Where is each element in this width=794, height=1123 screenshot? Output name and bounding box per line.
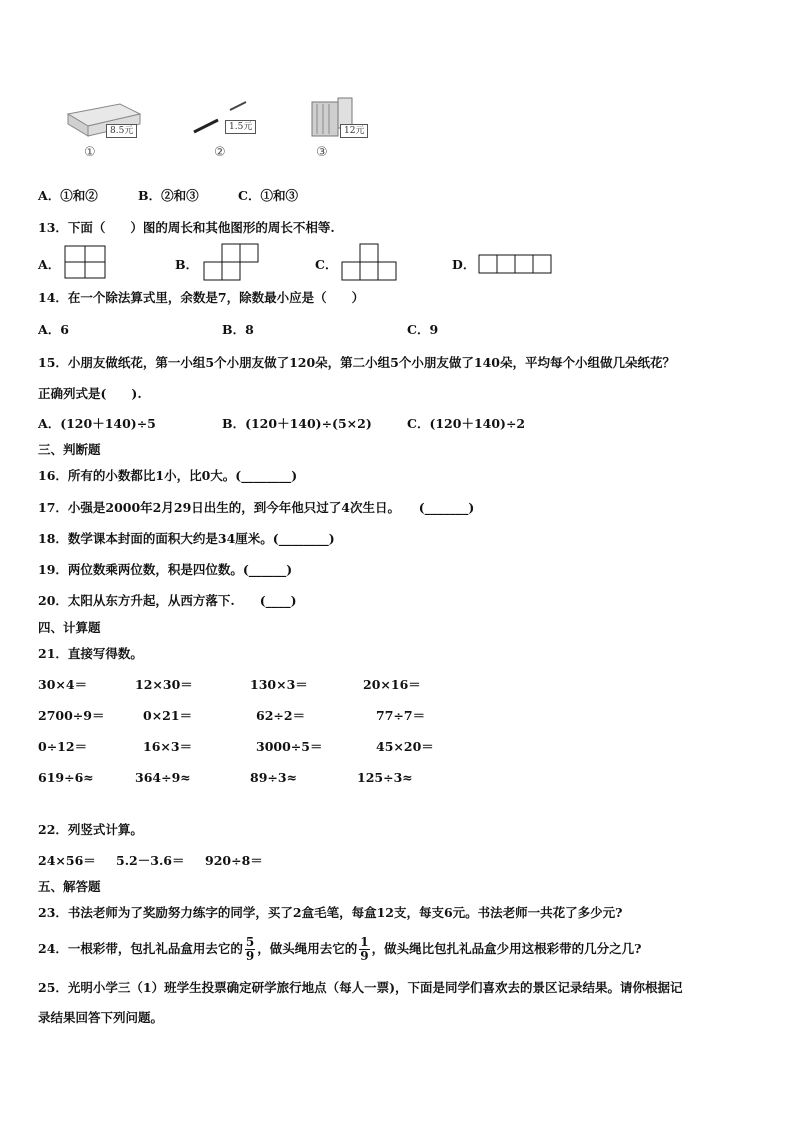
section-4-heading: 四、计算题 bbox=[38, 620, 101, 635]
q22-item-2: 5.2－3.6＝ bbox=[116, 853, 185, 868]
q13-figure-a bbox=[64, 245, 108, 281]
q12-option-c: C．①和③ bbox=[238, 188, 298, 203]
calc-cell: 12×30＝ bbox=[135, 677, 193, 692]
q12-option-b: B．②和③ bbox=[138, 188, 199, 203]
calc-cell: 16×3＝ bbox=[143, 739, 193, 754]
q25-line2: 录结果回答下列问题。 bbox=[38, 1010, 164, 1025]
judge-item-17: 17．小强是2000年2月29日出生的，到今年他只过了4次生日。 (_______) bbox=[38, 500, 475, 515]
calc-cell: 45×20＝ bbox=[376, 739, 434, 754]
q13-text: 13．下面（ ）图的周长和其他图形的周长不相等. bbox=[38, 220, 335, 235]
calc-cell: 30×4＝ bbox=[38, 677, 88, 692]
q22-item-3: 920÷8＝ bbox=[205, 853, 263, 868]
calc-cell: 20×16＝ bbox=[363, 677, 421, 692]
fraction-denominator: 9 bbox=[360, 949, 369, 963]
fraction-1-9 bbox=[359, 936, 369, 963]
calc-cell: 130×3＝ bbox=[250, 677, 308, 692]
calc-cell: 62÷2＝ bbox=[256, 708, 306, 723]
fraction-denominator: 9 bbox=[245, 949, 255, 963]
q24-before: 24．一根彩带，包扎礼品盒用去它的 bbox=[38, 941, 243, 956]
q24-text bbox=[38, 932, 641, 966]
section-3-heading: 三、判断题 bbox=[38, 442, 101, 457]
q14-text: 14．在一个除法算式里，余数是7，除数最小应是（ ） bbox=[38, 290, 365, 305]
judge-item-19: 19．两位数乘两位数，积是四位数。(______) bbox=[38, 562, 293, 577]
q22-text: 22．列竖式计算。 bbox=[38, 822, 143, 837]
fraction-numerator: 1 bbox=[360, 935, 369, 949]
q24-after: ，做头绳比包扎礼品盒少用这根彩带的几分之几? bbox=[371, 941, 642, 956]
q13-figure-c bbox=[340, 243, 400, 283]
calc-cell: 0÷12＝ bbox=[38, 739, 88, 754]
item-label-3: ③ bbox=[316, 145, 328, 160]
q15-option-a: A．(120＋140)÷5 bbox=[38, 416, 156, 431]
q14-option-c: C．9 bbox=[407, 322, 439, 337]
q22-item-1: 24×56＝ bbox=[38, 853, 96, 868]
q13-option-c: C． bbox=[315, 257, 338, 272]
q13-option-d: D． bbox=[452, 257, 476, 272]
q14-option-b: B．8 bbox=[222, 322, 254, 337]
q23-text: 23．书法老师为了奖励努力练字的同学，买了2盒毛笔，每盒12支，每支6元。书法老师一共花了多少元? bbox=[38, 905, 623, 920]
calc-cell: 2700÷9＝ bbox=[38, 708, 105, 723]
q12-option-a: A．①和② bbox=[38, 188, 98, 203]
q13-option-b: B． bbox=[175, 257, 199, 272]
q13-figure-b bbox=[202, 243, 262, 283]
price-tag-3: 12元 bbox=[340, 124, 368, 138]
section-5-heading: 五、解答题 bbox=[38, 879, 101, 894]
judge-item-20: 20．太阳从东方升起，从西方落下. (____) bbox=[38, 593, 297, 608]
calc-cell: 0×21＝ bbox=[143, 708, 193, 723]
q15-option-b: B．(120＋140)÷(5×2) bbox=[222, 416, 372, 431]
q15-line2: 正确列式是( ). bbox=[38, 386, 142, 401]
q25-line1: 25．光明小学三（1）班学生投票确定研学旅行地点（每人一票)，下面是同学们喜欢去的景区记录结果。请你根据记 bbox=[38, 980, 683, 995]
q21-text: 21．直接写得数。 bbox=[38, 646, 143, 661]
fraction-numerator: 5 bbox=[245, 935, 255, 949]
q14-option-a: A．6 bbox=[38, 322, 69, 337]
item-label-1: ① bbox=[84, 145, 96, 160]
q13-option-a: A． bbox=[38, 257, 61, 272]
calc-cell: 3000÷5＝ bbox=[256, 739, 323, 754]
fraction-5-9 bbox=[245, 936, 255, 963]
q24-middle: ，做头绳用去它的 bbox=[257, 941, 358, 956]
calc-cell: 364÷9≈ bbox=[135, 770, 191, 785]
q15-line1: 15．小朋友做纸花，第一小组5个小朋友做了120朵，第二小组5个小朋友做了140朵，平均每个小组做几朵纸花？ bbox=[38, 355, 675, 370]
judge-item-18: 18．数学课本封面的面积大约是34厘米。(________) bbox=[38, 531, 335, 546]
judge-item-16: 16．所有的小数都比1小，比0大。(________) bbox=[38, 468, 298, 483]
calc-cell: 125÷3≈ bbox=[357, 770, 413, 785]
q15-option-c: C．(120＋140)÷2 bbox=[407, 416, 526, 431]
q13-figure-d bbox=[478, 254, 554, 276]
calc-cell: 89÷3≈ bbox=[250, 770, 298, 785]
calc-cell: 77÷7＝ bbox=[376, 708, 426, 723]
item-label-2: ② bbox=[214, 145, 226, 160]
price-tag-1: 8.5元 bbox=[106, 124, 137, 138]
calc-cell: 619÷6≈ bbox=[38, 770, 94, 785]
price-tag-2: 1.5元 bbox=[225, 120, 256, 134]
